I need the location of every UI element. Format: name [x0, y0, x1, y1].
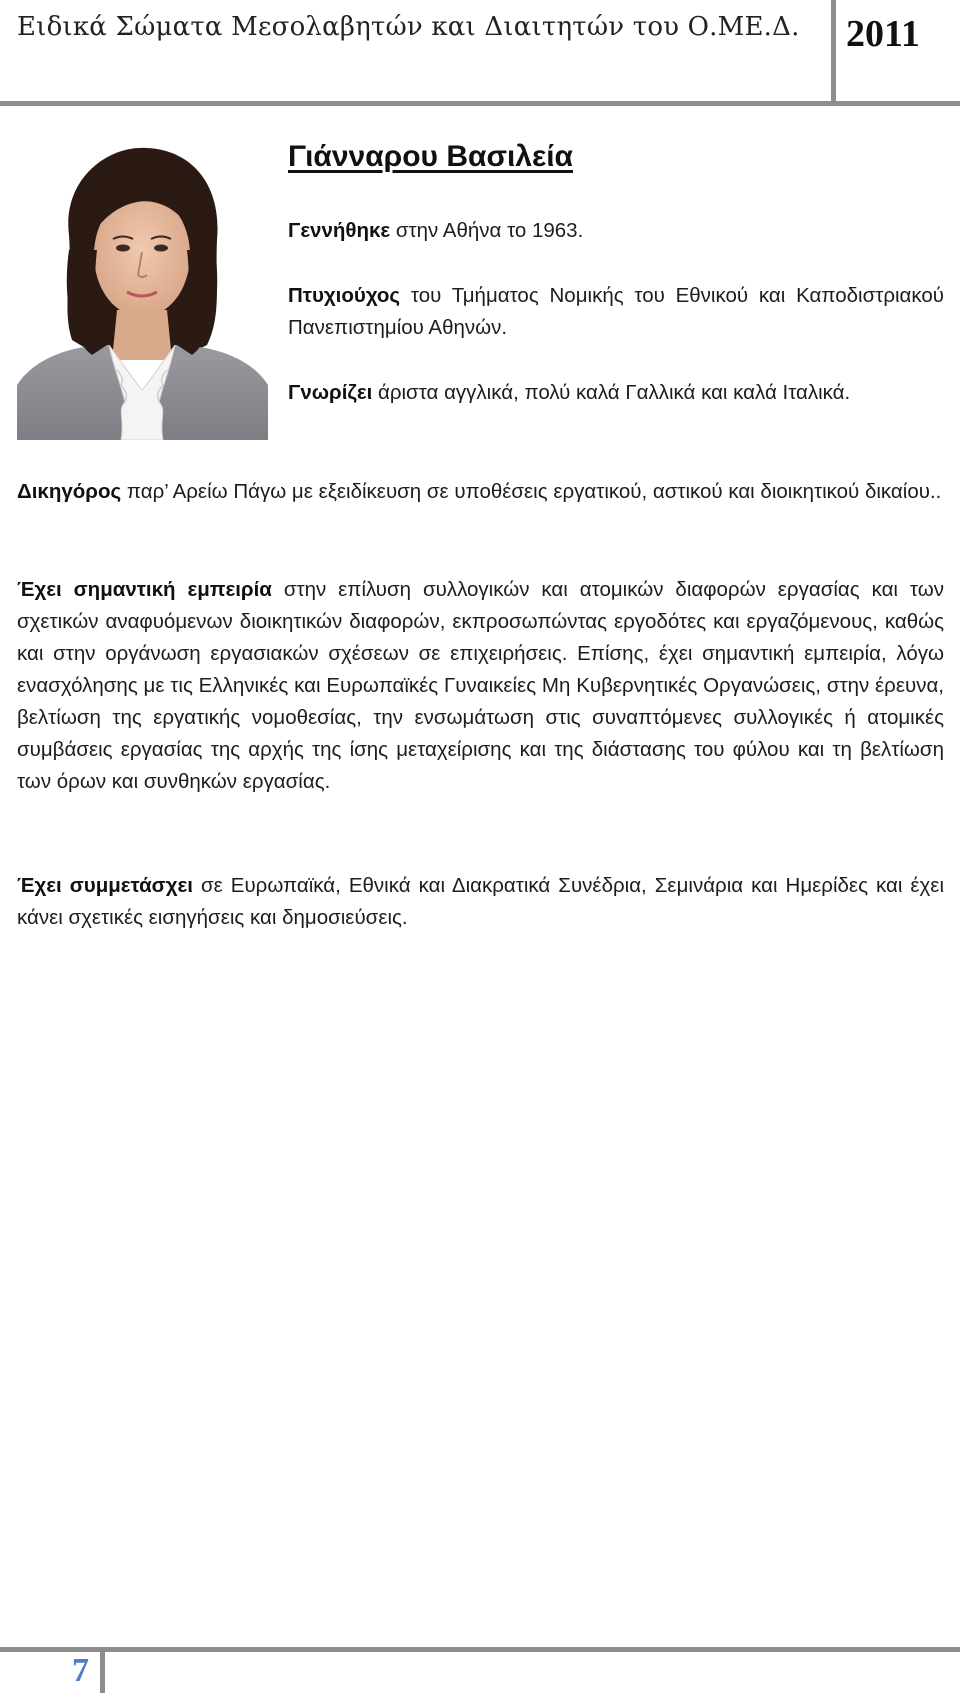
header-rule	[0, 101, 960, 106]
degree-text: του Τμήματος Νομικής του Εθνικού και Καποδιστριακού Πανεπιστημίου Αθηνών.	[288, 284, 944, 339]
born-lead: Γεννήθηκε	[288, 219, 391, 242]
experience-lead: Έχει σημαντική εμπειρία	[17, 578, 272, 601]
degree-paragraph	[288, 280, 944, 344]
portrait-photo	[17, 140, 268, 440]
footer-rule	[0, 1647, 960, 1652]
experience-text: στην επίλυση συλλογικών και ατομικών διαφορών εργασίας και των σχετικών αναφυόμενων διοικητικών διαφορών, εκπροσωπώντας εργοδότες και εργαζόμενους, καθώς και στην οργάνωση εργασιακών σχέσεων σε επιχειρήσεις. Επίσης, έχει σημαντική εμπειρία, λόγω ενασχόλησης με τις Ελληνικές και Ευρωπαϊκές Γυναικείες Μη Κυβερνητικές Οργανώσεις, στην έρευνα, βελτίωση της εργατικής νομοθεσίας, την ενσωμάτωση στις συναπτόμενες συλλογικές ή ατομικές συμβάσεις εργασίας της αρχής της ίσης μεταχείρισης και της διάστασης του φύλου και τη βελτίωση των όρων και συνθηκών εργασίας.	[17, 578, 944, 793]
footer-divider	[100, 1647, 105, 1693]
person-name: Γιάνναρου Βασιλεία	[288, 140, 573, 173]
page-number: 7	[72, 1652, 89, 1689]
header-divider	[831, 0, 836, 104]
degree-lead: Πτυχιούχος	[288, 284, 401, 307]
born-paragraph	[288, 215, 944, 247]
experience-paragraph	[17, 574, 944, 798]
languages-paragraph	[288, 377, 944, 409]
participation-text: σε Ευρωπαϊκά, Εθνικά και Διακρατικά Συνέδρια, Σεμινάρια και Ημερίδες και έχει κάνει σχετικές εισηγήσεις και δημοσιεύσεις.	[17, 874, 944, 929]
lawyer-lead: Δικηγόρος	[17, 480, 122, 503]
header-title: Ειδικά Σώματα Μεσολαβητών και Διαιτητών του Ο.ΜΕ.Δ.	[17, 12, 800, 42]
participation-paragraph	[17, 870, 944, 934]
lawyer-text: παρ’ Αρείω Πάγω με εξειδίκευση σε υποθέσεις εργατικού, αστικού και διοικητικού δικαίου..	[121, 480, 942, 503]
languages-lead: Γνωρίζει	[288, 381, 373, 404]
header-year: 2011	[846, 13, 920, 55]
participation-lead: Έχει συμμετάσχει	[17, 874, 193, 897]
languages-text: άριστα αγγλικά, πολύ καλά Γαλλικά και καλά Ιταλικά.	[372, 381, 851, 404]
page-header	[0, 0, 960, 104]
lawyer-paragraph	[17, 476, 944, 508]
born-text: στην Αθήνα το 1963.	[390, 219, 584, 242]
